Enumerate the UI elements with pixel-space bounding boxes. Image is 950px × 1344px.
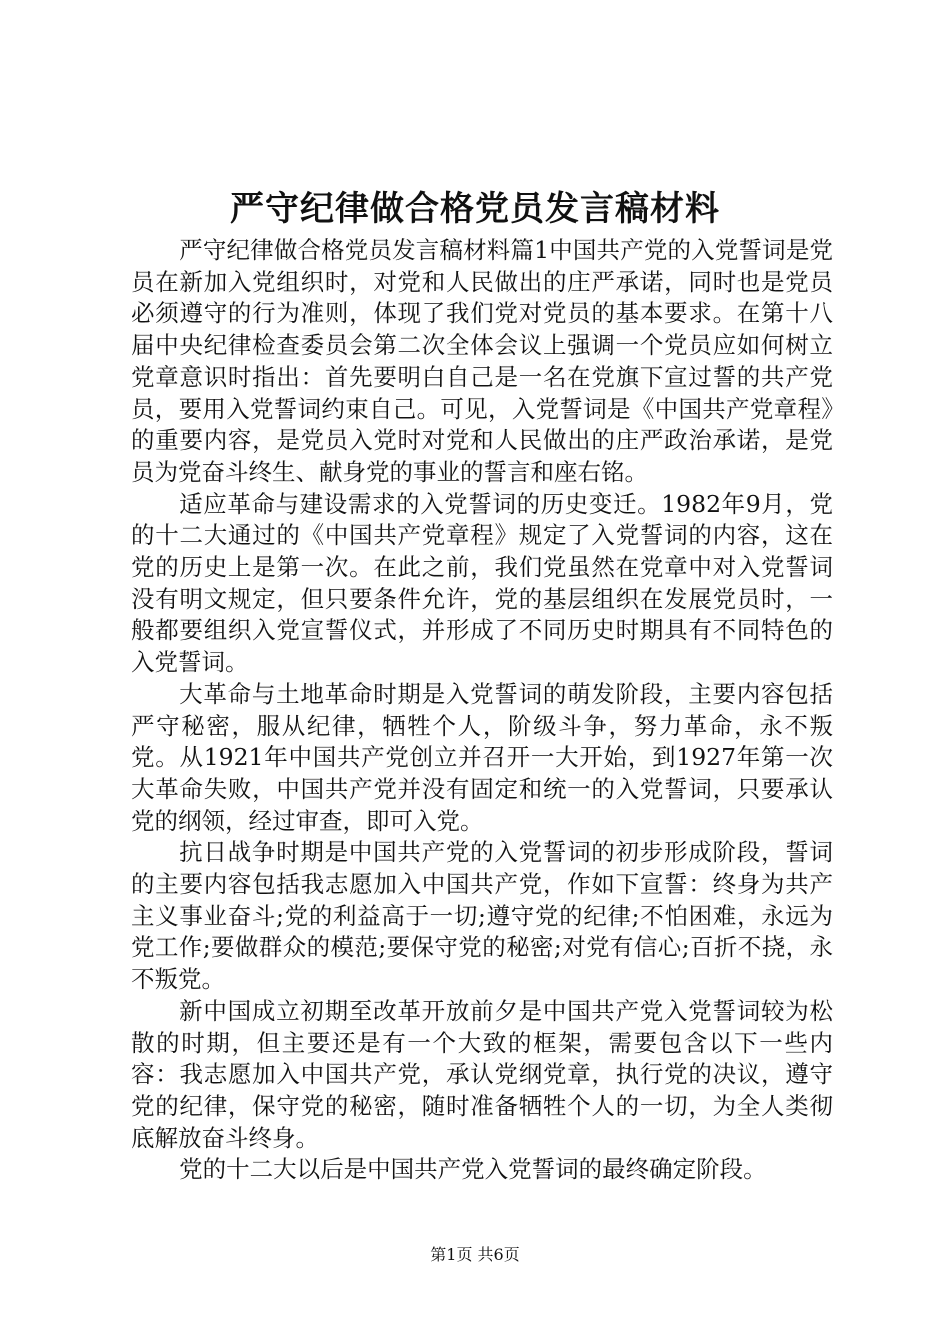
page-footer: 第1页 共6页 [430, 1245, 520, 1264]
paragraph-6: 党的十二大以后是中国共产党入党誓词的最终确定阶段。 [179, 1155, 767, 1184]
paragraph-2: 适应革命与建设需求的入党誓词的历史变迁。1982年9月，党的十二大通过的《中国共产党章程》规定了入党誓词的内容，这在党的历史上是第一次。在此之前，我们党虽然在党章中对入党誓词没有明文规定，但只要条件允许，党的基层组织在发展党员时，一般都要组织入党宣誓仪式，并形成了不同历史时期具有不同特色的入党誓词。 [131, 489, 833, 677]
paragraph-5: 新中国成立初期至改革开放前夕是中国共产党入党誓词较为松散的时期，但主要还是有一个大致的框架，需要包含以下一些内容：我志愿加入中国共产党，承认党纲党章，执行党的决议，遵守党的纪律，保守党的秘密，随时准备牺牲个人的一切，为全人类彻底解放奋斗终身。 [131, 996, 833, 1152]
paragraph-1: 严守纪律做合格党员发言稿材料篇1中国共产党的入党誓词是党员在新加入党组织时，对党和人民做出的庄严承诺，同时也是党员必须遵守的行为准则，体现了我们党对党员的基本要求。在第十八届中央纪律检查委员会第二次全体会议上强调一个党员应如何树立党章意识时指出：首先要明白自己是一名在党旗下宣过誓的共产党员，要用入党誓词约束自己。可见，入党誓词是《中国共产党章程》的重要内容，是党员入党时对党和人民做出的庄严政治承诺，是党员为党奋斗终生、献身党的事业的誓言和座右铭。 [131, 236, 833, 486]
document-body [131, 235, 833, 1186]
paragraph-4: 抗日战争时期是中国共产党的入党誓词的初步形成阶段，誓词的主要内容包括我志愿加入中国共产党，作如下宣誓：终身为共产主义事业奋斗;党的利益高于一切;遵守党的纪律;不怕困难，永远为党工作;要做群众的模范;要保守党的秘密;对党有信心;百折不挠，永不叛党。 [131, 838, 833, 994]
paragraph-3: 大革命与土地革命时期是入党誓词的萌发阶段，主要内容包括严守秘密，服从纪律，牺牲个人，阶级斗争，努力革命，永不叛党。从1921年中国共产党创立并召开一大开始，到1927年第一次大革命失败，中国共产党并没有固定和统一的入党誓词，只要承认党的纲领，经过审查，即可入党。 [131, 679, 833, 835]
document-title: 严守纪律做合格党员发言稿材料 [230, 189, 720, 229]
